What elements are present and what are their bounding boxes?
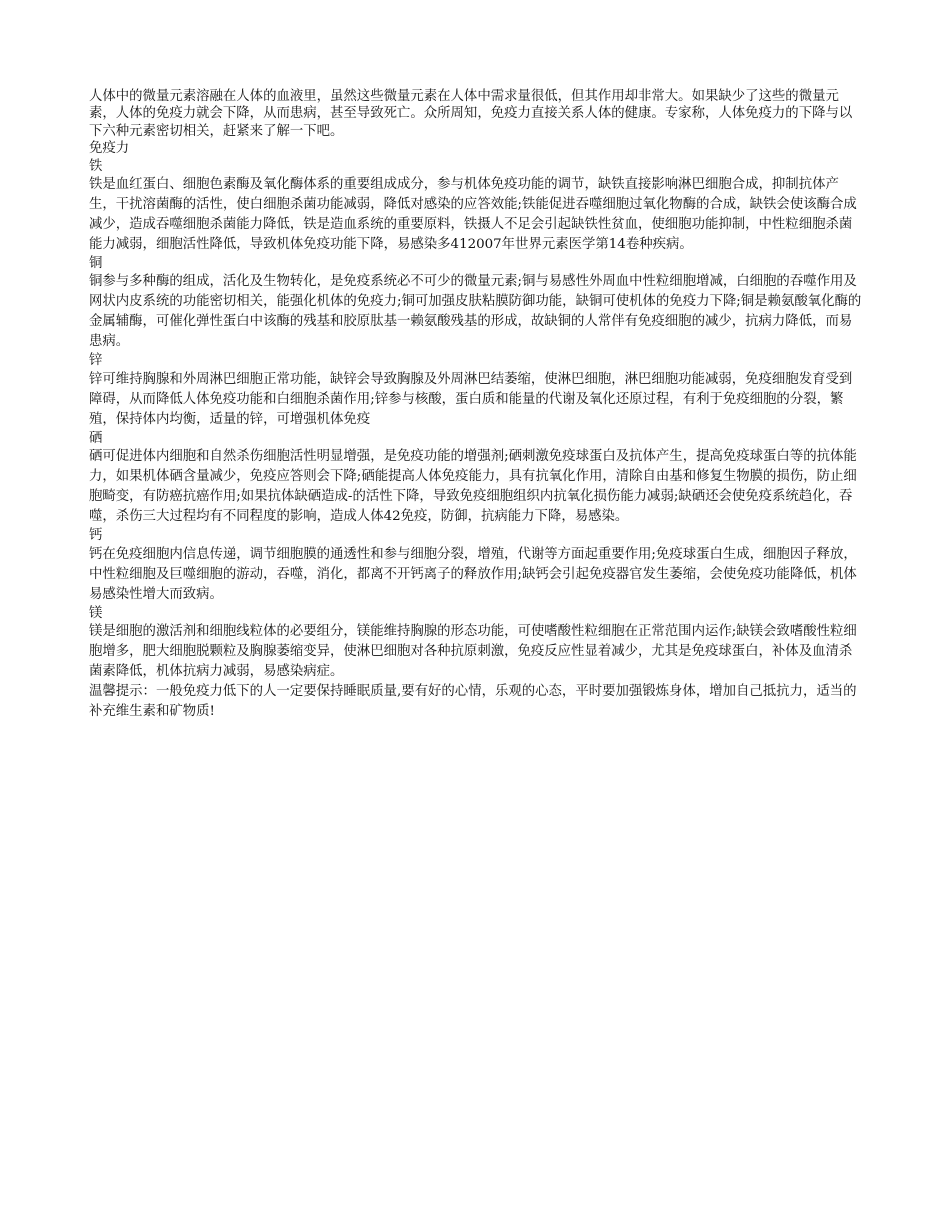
topic-heading: 免疫力 xyxy=(89,141,130,157)
section-heading-zinc: 锌 xyxy=(89,353,103,369)
section-heading-selenium: 硒 xyxy=(89,430,103,446)
section-heading-iron: 铁 xyxy=(89,158,103,174)
tip-paragraph: 温馨提示：一般免疫力低下的人一定要保持睡眠质量,要有好的心情，乐观的心态，平时要加强锻炼身体，增加自己抵抗力，适当的补充维生素和矿物质! xyxy=(89,684,857,720)
intro-paragraph: 人体中的微量元素溶融在人体的血液里，虽然这些微量元素在人体中需求量很低，但其作用却非常大。如果缺少了这些的微量元素，人体的免疫力就会下降，从而患病，甚至导致死亡。众所周知，免疫力直接关系人体的健康。专家称，人体免疫力的下降与以下六种元素密切相关，赶紧来了解一下吧。 xyxy=(89,89,853,139)
section-heading-calcium: 钙 xyxy=(89,528,103,544)
section-body-copper: 铜参与多种酶的组成，活化及生物转化，是免疫系统必不可少的微量元素;铜与易感性外周血中性粒细胞增减，白细胞的吞噬作用及网状内皮系统的功能密切相关，能强化机体的免疫力;铜可加强皮肤粘膜防御功能，缺铜可使机体的免疫力下降;铜是赖氨酸氧化酶的金属辅酶，可催化弹性蛋白中该酶的残基和胶原肽基一赖氨酸残基的形成，故缺铜的人常伴有免疫细胞的减少，抗病力降低，而易患病。 xyxy=(89,274,862,350)
section-body-calcium: 钙在免疫细胞内信息传递，调节细胞膜的通透性和参与细胞分裂，增殖，代谢等方面起重要作用;免疫球蛋白生成，细胞因子释放，中性粒细胞及巨噬细胞的游动，吞噬，消化，都离不开钙离子的释放作用;缺钙会引起免疫器官发生萎缩，会使免疫功能降低，机体易感染性增大而致病。 xyxy=(89,546,857,602)
section-body-magnesium: 镁是细胞的激活剂和细胞线粒体的必要组分，镁能维持胸腺的形态功能，可使嗜酸性粒细胞在正常范围内运作;缺镁会致嗜酸性粒细胞增多，肥大细胞脱颗粒及胸腺萎缩变异，使淋巴细胞对各种抗原刺激，免疫反应性显着减少，尤其是免疫球蛋白，补体及血清杀菌素降低，机体抗病力减弱，易感染病症。 xyxy=(89,624,857,680)
section-body-selenium: 硒可促进体内细胞和自然杀伤细胞活性明显增强，是免疫功能的增强剂;硒刺激免疫球蛋白及抗体产生，提高免疫球蛋白等的抗体能力，如果机体硒含量减少，免疫应答则会下降;硒能提高人体免疫能力，具有抗氧化作用，清除自由基和修复生物膜的损伤，防止细胞畸变，有防癌抗癌作用;如果抗体缺硒造成-的活性下降，导致免疫细胞组织内抗氧化损伤能力减弱;缺硒还会使免疫系统趋化，吞噬，杀伤三大过程均有不同程度的影响，造成人体42免疫，防御，抗病能力下降，易感染。 xyxy=(89,449,857,525)
section-heading-copper: 铜 xyxy=(89,256,103,272)
article xyxy=(89,88,865,722)
section-heading-magnesium: 镁 xyxy=(89,605,103,621)
section-body-zinc: 锌可维持胸腺和外周淋巴细胞正常功能，缺锌会导致胸腺及外周淋巴结萎缩，使淋巴细胞，淋巴细胞功能减弱，免疫细胞发育受到障碍，从而降低人体免疫功能和白细胞杀菌作用;锌参与核酸，蛋白质和能量的代谢及氧化还原过程，有利于免疫细胞的分裂，繁殖，保持体内均衡，适量的锌，可增强机体免疫 xyxy=(89,371,853,427)
section-body-iron: 铁是血红蛋白、细胞色素酶及氧化酶体系的重要组成成分，参与机体免疫功能的调节，缺铁直接影响淋巴细胞合成，抑制抗体产生，干扰溶菌酶的活性，使白细胞杀菌功能减弱，降低对感染的应答效能;铁能促进吞噬细胞过氧化物酶的合成，缺铁会使该酶合成减少，造成吞噬细胞杀菌能力降低，铁是造血系统的重要原料，铁摄人不足会引起缺铁性贫血，使细胞功能抑制，中性粒细胞杀菌能力减弱，细胞活性降低，导致机体免疫功能下降，易感染多412007年世界元素医学第14卷种疾病。 xyxy=(89,177,857,253)
